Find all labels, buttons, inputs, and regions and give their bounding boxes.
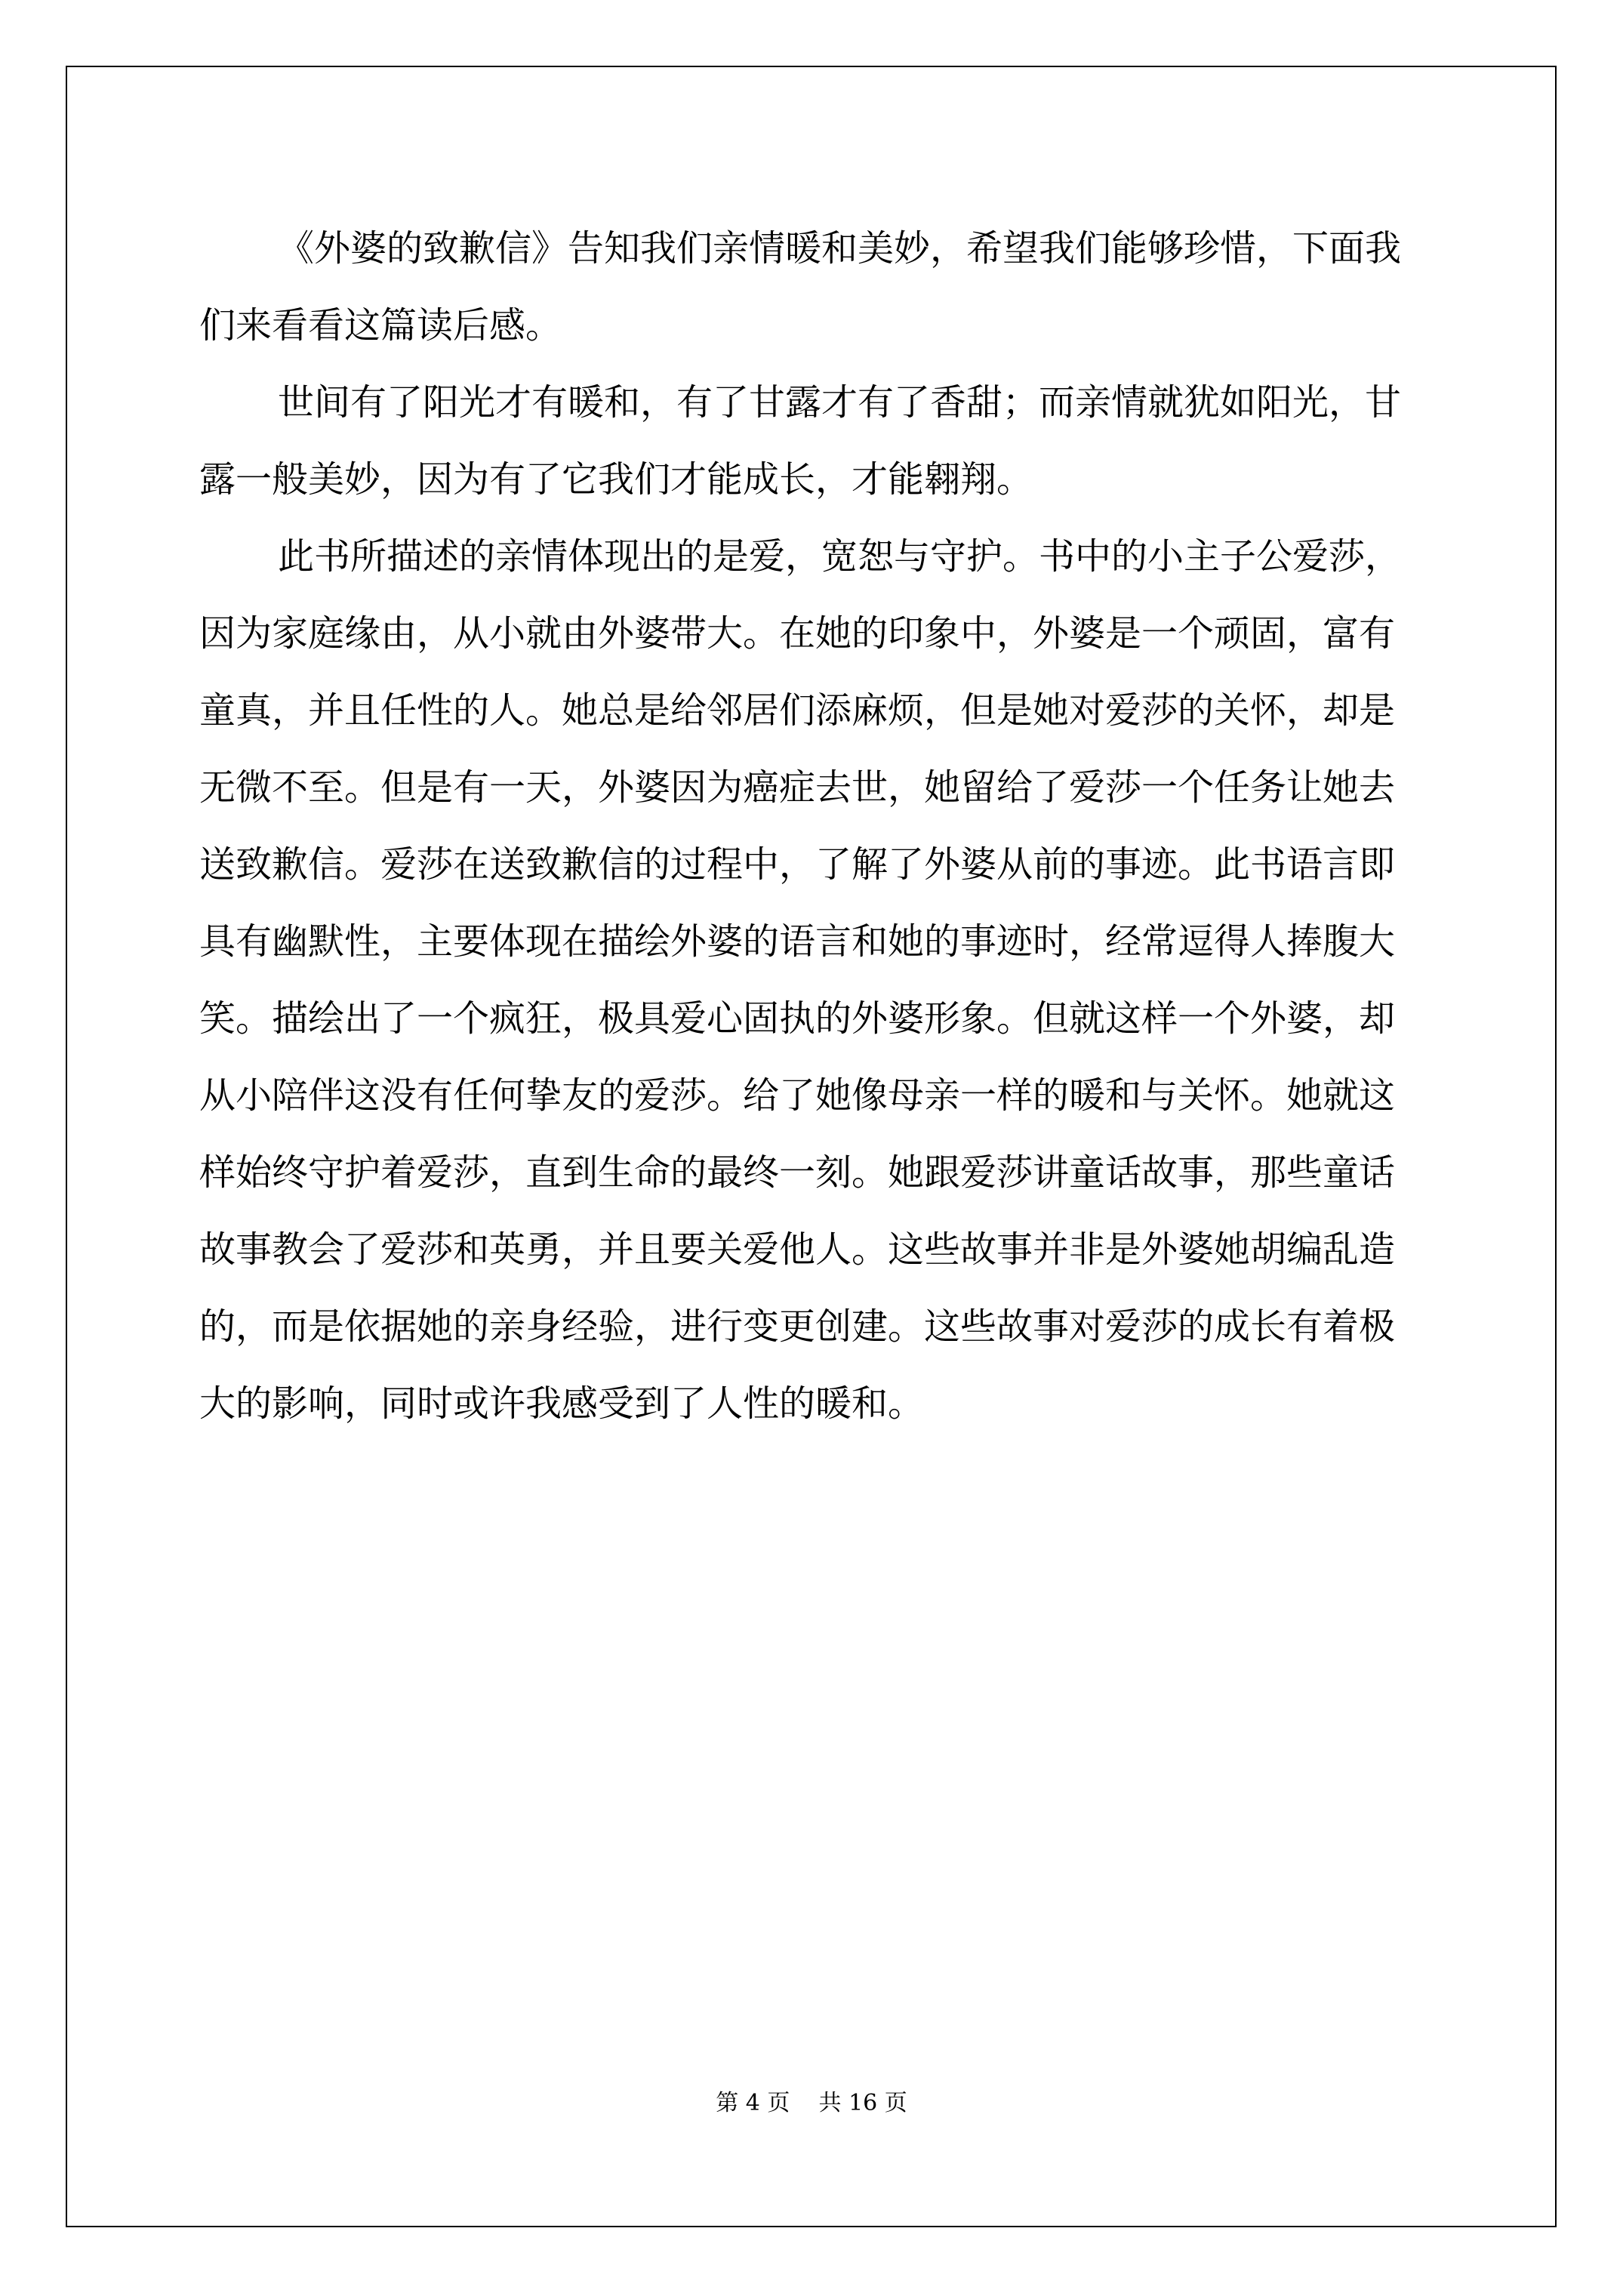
page-footer <box>0 2084 1623 2117</box>
paragraph-review: 此书所描述的亲情体现出的是爱，宽恕与守护。书中的小主子公爱莎，因为家庭缘由，从小就由外婆带大。在她的印象中，外婆是一个顽固，富有童真，并且任性的人。她总是给邻居们添麻烦，但是她对爱莎的关怀，却是无微不至。但是有一天，外婆因为癌症去世，她留给了爱莎一个任务让她去送致歉信。爱莎在送致歉信的过程中，了解了外婆从前的事迹。此书语言即具有幽默性，主要体现在描绘外婆的语言和她的事迹时，经常逗得人捧腹大笑。描绘出了一个疯狂，极具爱心固执的外婆形象。但就这样一个外婆，却从小陪伴这没有任何挚友的爱莎。给了她像母亲一样的暖和与关怀。她就这样始终守护着爱莎，直到生命的最终一刻。她跟爱莎讲童话故事，那些童话故事教会了爱莎和英勇，并且要关爱他人。这些故事并非是外婆她胡编乱造的，而是依据她的亲身经验，进行变更创建。这些故事对爱莎的成长有着极大的影响，同时或许我感受到了人性的暖和。 <box>199 535 1402 1425</box>
page-total: 共 16 页 <box>818 2090 907 2116</box>
paragraph-intro: 《外婆的致歉信》告知我们亲情暖和美妙，希望我们能够珍惜，下面我们来看看这篇读后感。 <box>199 227 1402 347</box>
document-body <box>199 210 1424 1442</box>
page-number: 第 4 页 <box>716 2090 790 2116</box>
paragraph-sunshine: 世间有了阳光才有暖和，有了甘露才有了香甜；而亲情就犹如阳光，甘露一般美妙，因为有了它我们才能成长，才能翱翔。 <box>199 381 1402 501</box>
